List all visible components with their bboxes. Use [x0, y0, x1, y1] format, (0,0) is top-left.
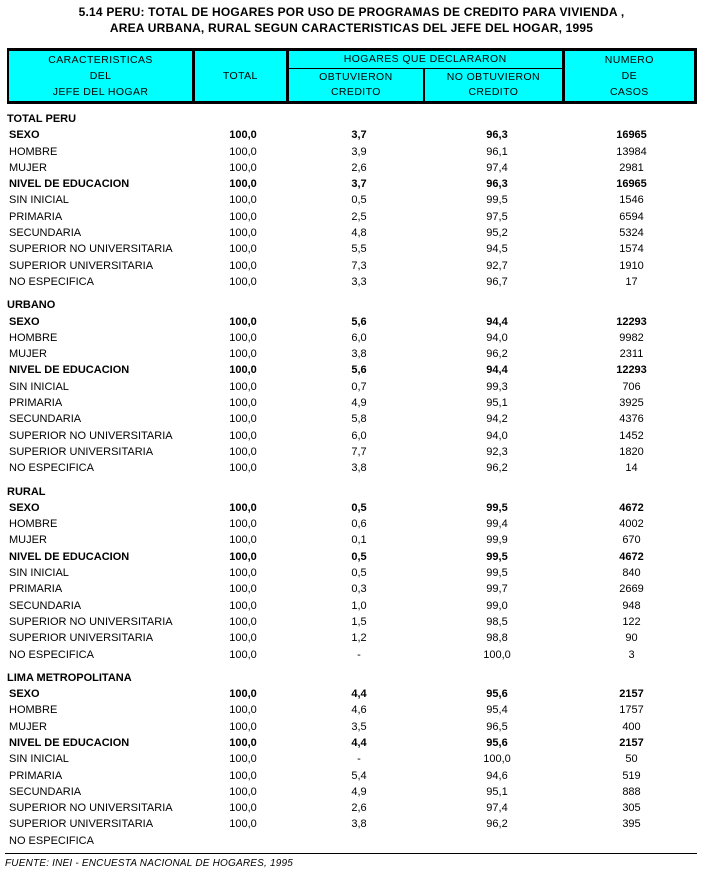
header-not-obtained-line1: NO OBTUVIERON — [446, 71, 541, 83]
header-total-label: TOTAL — [222, 70, 258, 82]
cell-obtained-credit: 5,4 — [351, 769, 367, 782]
cell-total: 100,0 — [229, 380, 257, 393]
cell-number-of-cases: 840 — [622, 567, 641, 580]
row-label: PRIMARIA — [9, 397, 63, 410]
cell-total: 100,0 — [229, 348, 257, 361]
cell-total: 100,0 — [229, 648, 257, 661]
row-label: SIN INICIAL — [9, 194, 69, 207]
row-label: NIVEL DE EDUCACION — [9, 178, 130, 191]
cell-number-of-cases: 948 — [622, 599, 641, 612]
cell-number-of-cases: 4672 — [619, 550, 644, 563]
cell-not-obtained-credit: 100,0 — [483, 753, 511, 766]
table-row-urbano-primaria — [7, 395, 697, 411]
cell-number-of-cases: 706 — [622, 380, 641, 393]
row-label: SEXO — [9, 501, 40, 514]
row-label: NIVEL DE EDUCACION — [9, 736, 130, 749]
header-characteristics-line1: CARACTERISTICAS — [48, 54, 153, 66]
cell-number-of-cases: 4376 — [619, 413, 644, 426]
cell-not-obtained-credit: 99,5 — [486, 567, 508, 580]
cell-obtained-credit: 3,7 — [351, 129, 367, 142]
cell-obtained-credit: 1,2 — [351, 632, 367, 645]
cell-number-of-cases: 395 — [622, 818, 641, 831]
cell-obtained-credit — [290, 833, 428, 849]
cell-total: 100,0 — [229, 632, 257, 645]
cell-number-of-cases: 16965 — [616, 178, 647, 191]
table-row-total-peru-no-especifica — [7, 274, 697, 290]
cell-total — [196, 833, 290, 849]
cell-not-obtained-credit — [428, 833, 566, 849]
table-row-lima-metropolitana-sin-inicial — [7, 751, 697, 767]
cell-not-obtained-credit: 99,7 — [486, 583, 508, 596]
cell-number-of-cases: 1820 — [619, 445, 644, 458]
cell-total: 100,0 — [229, 599, 257, 612]
cell-obtained-credit: 3,8 — [351, 462, 367, 475]
cell-total: 100,0 — [229, 145, 257, 158]
section-title-total-peru: TOTAL PERU — [7, 113, 77, 125]
cell-number-of-cases: 1757 — [619, 704, 644, 717]
cell-obtained-credit: 4,6 — [351, 704, 367, 717]
cell-obtained-credit: 1,5 — [351, 615, 367, 628]
cell-not-obtained-credit: 95,6 — [486, 688, 508, 701]
cell-obtained-credit: 1,0 — [351, 599, 367, 612]
cell-obtained-credit: 5,6 — [351, 364, 367, 377]
table-row-lima-metropolitana-mujer — [7, 719, 697, 735]
row-label: SUPERIOR UNIVERSITARIA — [9, 445, 154, 458]
cell-obtained-credit: - — [357, 753, 361, 766]
cell-number-of-cases: 1452 — [619, 429, 644, 442]
footer-divider — [5, 853, 697, 854]
cell-obtained-credit: 0,5 — [351, 550, 367, 563]
section-title-rural: RURAL — [7, 485, 46, 498]
cell-number-of-cases: 6594 — [619, 210, 644, 223]
table-row-rural-sexo — [7, 500, 697, 516]
header-obtained-line2: CREDITO — [330, 86, 381, 98]
header-characteristics-line2: DEL — [89, 70, 112, 82]
cell-number-of-cases: 519 — [622, 769, 641, 782]
cell-not-obtained-credit: 96,2 — [486, 348, 508, 361]
row-label: PRIMARIA — [9, 210, 63, 223]
section-title-urbano: URBANO — [7, 299, 56, 312]
cell-not-obtained-credit: 99,5 — [486, 550, 508, 563]
section-title-lima-metropolitana: LIMA METROPOLITANA — [7, 671, 132, 684]
cell-not-obtained-credit: 99,3 — [486, 380, 508, 393]
table-row-lima-metropolitana-sexo — [7, 686, 697, 702]
cell-not-obtained-credit: 95,2 — [486, 227, 508, 240]
cell-number-of-cases: 5324 — [619, 227, 644, 240]
cell-total: 100,0 — [229, 210, 257, 223]
row-label: NIVEL DE EDUCACION — [9, 364, 130, 377]
cell-total: 100,0 — [229, 818, 257, 831]
cell-not-obtained-credit: 99,4 — [486, 518, 508, 531]
cell-total: 100,0 — [229, 129, 257, 142]
cell-number-of-cases: 2981 — [619, 161, 644, 174]
cell-not-obtained-credit: 94,5 — [486, 243, 508, 256]
row-label: HOMBRE — [9, 704, 58, 717]
cell-number-of-cases: 3 — [628, 648, 635, 661]
cell-obtained-credit: 2,6 — [351, 161, 367, 174]
cell-total: 100,0 — [229, 785, 257, 798]
header-declared-group — [289, 51, 565, 101]
cell-total: 100,0 — [229, 534, 257, 547]
cell-not-obtained-credit: 97,4 — [486, 161, 508, 174]
cell-total: 100,0 — [229, 397, 257, 410]
header-cases-line1: NUMERO — [604, 54, 654, 66]
section-urbano — [7, 297, 697, 476]
table-row-lima-metropolitana-nivel-de-educacion — [7, 735, 697, 751]
cell-total: 100,0 — [229, 178, 257, 191]
cell-total: 100,0 — [229, 802, 257, 815]
cell-not-obtained-credit: 96,2 — [486, 818, 508, 831]
row-label: PRIMARIA — [9, 583, 63, 596]
row-label: HOMBRE — [9, 331, 58, 344]
table-row-lima-metropolitana-secundaria — [7, 784, 697, 800]
cell-number-of-cases: 4672 — [619, 501, 644, 514]
cell-total: 100,0 — [229, 364, 257, 377]
cell-obtained-credit: 4,4 — [351, 688, 367, 701]
cell-total: 100,0 — [229, 567, 257, 580]
cell-number-of-cases: 90 — [625, 632, 638, 645]
cell-not-obtained-credit: 95,1 — [486, 397, 508, 410]
cell-number-of-cases: 12293 — [616, 364, 647, 377]
row-label: SECUNDARIA — [9, 227, 82, 240]
table-row-rural-sin-inicial — [7, 565, 697, 581]
row-label: NO ESPECIFICA — [9, 648, 94, 661]
table-row-total-peru-secundaria — [7, 225, 697, 241]
cell-total: 100,0 — [229, 583, 257, 596]
table-header — [7, 48, 697, 104]
cell-obtained-credit: 2,5 — [351, 210, 367, 223]
table-row-urbano-nivel-de-educacion — [7, 362, 697, 378]
cell-number-of-cases: 1910 — [619, 259, 644, 272]
cell-not-obtained-credit: 96,2 — [486, 462, 508, 475]
cell-number-of-cases: 305 — [622, 802, 641, 815]
row-label: SIN INICIAL — [9, 567, 69, 580]
cell-total: 100,0 — [229, 445, 257, 458]
cell-number-of-cases: 2311 — [619, 348, 644, 361]
header-obtained-credit — [289, 69, 426, 101]
cell-number-of-cases: 2669 — [619, 583, 644, 596]
row-label: HOMBRE — [9, 518, 58, 531]
cell-obtained-credit: 0,5 — [351, 501, 367, 514]
row-label: SIN INICIAL — [9, 753, 69, 766]
header-not-obtained-credit — [425, 69, 561, 101]
footer-source: FUENTE: INEI - ENCUESTA NACIONAL DE HOGARES, 1995 — [5, 858, 294, 869]
cell-not-obtained-credit: 94,2 — [486, 413, 508, 426]
cell-obtained-credit: 0,3 — [351, 583, 367, 596]
cell-obtained-credit: 3,5 — [351, 720, 367, 733]
row-label: SUPERIOR NO UNIVERSITARIA — [9, 802, 173, 815]
cell-obtained-credit: 3,8 — [351, 818, 367, 831]
table-row-urbano-secundaria — [7, 411, 697, 427]
cell-obtained-credit: 3,9 — [351, 145, 367, 158]
table-row-total-peru-sin-inicial — [7, 192, 697, 208]
header-total — [195, 51, 289, 101]
cell-obtained-credit: 3,7 — [351, 178, 367, 191]
table-row-urbano-mujer — [7, 346, 697, 362]
cell-not-obtained-credit: 98,8 — [486, 632, 508, 645]
row-label: NO ESPECIFICA — [9, 462, 94, 475]
cell-total: 100,0 — [229, 769, 257, 782]
cell-number-of-cases: 14 — [625, 462, 638, 475]
cell-number-of-cases — [566, 833, 697, 849]
header-cases-line2: DE — [621, 70, 638, 82]
cell-obtained-credit: 0,6 — [351, 518, 367, 531]
table-row-rural-secundaria — [7, 598, 697, 614]
page-title — [0, 4, 703, 36]
cell-total: 100,0 — [229, 704, 257, 717]
cell-not-obtained-credit: 96,3 — [486, 178, 508, 191]
section-total-peru — [7, 111, 697, 290]
table-row-total-peru-hombre — [7, 144, 697, 160]
table-row-rural-superior-no-universitaria — [7, 614, 697, 630]
cell-number-of-cases: 670 — [622, 534, 641, 547]
header-not-obtained-line2: CREDITO — [468, 86, 519, 98]
section-lima-metropolitana — [7, 670, 697, 849]
cell-number-of-cases: 50 — [625, 753, 638, 766]
cell-number-of-cases: 13984 — [616, 145, 647, 158]
cell-number-of-cases: 2157 — [619, 736, 644, 749]
cell-number-of-cases: 9982 — [619, 331, 644, 344]
cell-total: 100,0 — [229, 550, 257, 563]
row-label: SUPERIOR NO UNIVERSITARIA — [9, 429, 173, 442]
cell-not-obtained-credit: 92,7 — [486, 259, 508, 272]
table-row-rural-nivel-de-educacion — [7, 549, 697, 565]
row-label: NO ESPECIFICA — [9, 275, 94, 288]
table-row-total-peru-nivel-de-educacion — [7, 176, 697, 192]
row-label: SECUNDARIA — [9, 413, 82, 426]
header-characteristics — [9, 51, 195, 101]
cell-total: 100,0 — [229, 429, 257, 442]
cell-not-obtained-credit: 97,5 — [486, 210, 508, 223]
row-label: SUPERIOR UNIVERSITARIA — [9, 818, 154, 831]
cell-not-obtained-credit: 94,0 — [486, 331, 508, 344]
cell-not-obtained-credit: 100,0 — [483, 648, 511, 661]
cell-obtained-credit: 0,5 — [351, 567, 367, 580]
cell-total: 100,0 — [229, 194, 257, 207]
page-title-line2: AREA URBANA, RURAL SEGUN CARACTERISTICAS DEL JEFE DEL HOGAR, 1995 — [109, 21, 594, 35]
cell-number-of-cases: 3925 — [619, 397, 644, 410]
cell-obtained-credit: 7,7 — [351, 445, 367, 458]
cell-total: 100,0 — [229, 315, 257, 328]
row-label: MUJER — [9, 534, 47, 547]
cell-total: 100,0 — [229, 501, 257, 514]
cell-not-obtained-credit: 95,6 — [486, 736, 508, 749]
table-row-rural-no-especifica — [7, 647, 697, 663]
row-label: SUPERIOR NO UNIVERSITARIA — [9, 615, 173, 628]
row-label: NO ESPECIFICA — [9, 834, 94, 847]
row-label: SEXO — [9, 315, 40, 328]
cell-total: 100,0 — [229, 753, 257, 766]
cell-total: 100,0 — [229, 413, 257, 426]
header-declared-group-label: HOGARES QUE DECLARARON — [289, 51, 562, 69]
cell-not-obtained-credit: 96,1 — [486, 145, 508, 158]
table-row-urbano-no-especifica — [7, 460, 697, 476]
table-row-rural-primaria — [7, 581, 697, 597]
cell-obtained-credit: - — [357, 648, 361, 661]
table-row-lima-metropolitana-hombre — [7, 702, 697, 718]
table-row-lima-metropolitana-no-especifica — [7, 833, 697, 849]
row-label: SUPERIOR NO UNIVERSITARIA — [9, 243, 173, 256]
header-cases-line3: CASOS — [609, 86, 649, 98]
table-row-total-peru-mujer — [7, 160, 697, 176]
table-row-urbano-superior-no-universitaria — [7, 428, 697, 444]
cell-number-of-cases: 1574 — [619, 243, 644, 256]
cell-obtained-credit: 6,0 — [351, 331, 367, 344]
table-row-urbano-sin-inicial — [7, 379, 697, 395]
cell-obtained-credit: 3,8 — [351, 348, 367, 361]
cell-not-obtained-credit: 99,9 — [486, 534, 508, 547]
cell-total: 100,0 — [229, 688, 257, 701]
cell-total: 100,0 — [229, 720, 257, 733]
cell-total: 100,0 — [229, 615, 257, 628]
cell-total: 100,0 — [229, 243, 257, 256]
table-row-total-peru-primaria — [7, 209, 697, 225]
cell-number-of-cases: 4002 — [619, 518, 644, 531]
cell-not-obtained-credit: 97,4 — [486, 802, 508, 815]
cell-not-obtained-credit: 94,0 — [486, 429, 508, 442]
header-characteristics-line3: JEFE DEL HOGAR — [52, 86, 149, 98]
cell-total: 100,0 — [229, 331, 257, 344]
cell-obtained-credit: 3,3 — [351, 275, 367, 288]
cell-total: 100,0 — [229, 161, 257, 174]
cell-not-obtained-credit: 99,5 — [486, 501, 508, 514]
cell-obtained-credit: 0,7 — [351, 380, 367, 393]
cell-obtained-credit: 5,6 — [351, 315, 367, 328]
cell-total: 100,0 — [229, 736, 257, 749]
row-label: MUJER — [9, 720, 47, 733]
table-row-total-peru-sexo — [7, 127, 697, 143]
cell-total: 100,0 — [229, 227, 257, 240]
cell-not-obtained-credit: 94,4 — [486, 364, 508, 377]
cell-obtained-credit: 4,9 — [351, 785, 367, 798]
row-label: SUPERIOR UNIVERSITARIA — [9, 632, 154, 645]
cell-number-of-cases: 2157 — [619, 688, 644, 701]
cell-not-obtained-credit: 92,3 — [486, 445, 508, 458]
cell-not-obtained-credit: 99,5 — [486, 194, 508, 207]
cell-not-obtained-credit: 99,0 — [486, 599, 508, 612]
cell-not-obtained-credit: 96,7 — [486, 275, 508, 288]
table-row-lima-metropolitana-superior-no-universitaria — [7, 800, 697, 816]
cell-number-of-cases: 400 — [622, 720, 641, 733]
cell-obtained-credit: 4,9 — [351, 397, 367, 410]
cell-number-of-cases: 1546 — [619, 194, 644, 207]
cell-number-of-cases: 16965 — [616, 129, 647, 142]
table-row-total-peru-superior-no-universitaria — [7, 241, 697, 257]
table-row-rural-mujer — [7, 532, 697, 548]
cell-obtained-credit: 2,6 — [351, 802, 367, 815]
cell-number-of-cases: 122 — [622, 615, 641, 628]
cell-total: 100,0 — [229, 518, 257, 531]
table-row-urbano-superior-universitaria — [7, 444, 697, 460]
cell-obtained-credit: 6,0 — [351, 429, 367, 442]
row-label: SEXO — [9, 688, 40, 701]
cell-obtained-credit: 7,3 — [351, 259, 367, 272]
cell-not-obtained-credit: 98,5 — [486, 615, 508, 628]
cell-number-of-cases: 888 — [622, 785, 641, 798]
row-label: SECUNDARIA — [9, 785, 82, 798]
row-label: MUJER — [9, 161, 47, 174]
cell-not-obtained-credit: 96,5 — [486, 720, 508, 733]
cell-not-obtained-credit: 95,1 — [486, 785, 508, 798]
table-row-total-peru-superior-universitaria — [7, 258, 697, 274]
cell-obtained-credit: 5,8 — [351, 413, 367, 426]
row-label: SUPERIOR UNIVERSITARIA — [9, 259, 154, 272]
cell-not-obtained-credit: 94,6 — [486, 769, 508, 782]
row-label: NIVEL DE EDUCACION — [9, 550, 130, 563]
cell-obtained-credit: 0,5 — [351, 194, 367, 207]
row-label: SEXO — [9, 129, 40, 142]
cell-not-obtained-credit: 96,3 — [486, 129, 508, 142]
row-label: MUJER — [9, 348, 47, 361]
cell-obtained-credit: 4,4 — [351, 736, 367, 749]
table-row-rural-superior-universitaria — [7, 630, 697, 646]
cell-number-of-cases: 12293 — [616, 315, 647, 328]
table-row-lima-metropolitana-primaria — [7, 768, 697, 784]
cell-not-obtained-credit: 95,4 — [486, 704, 508, 717]
page-title-line1: 5.14 PERU: TOTAL DE HOGARES POR USO DE PROGRAMAS DE CREDITO PARA VIVIENDA , — [78, 5, 625, 19]
cell-not-obtained-credit: 94,4 — [486, 315, 508, 328]
header-obtained-line1: OBTUVIERON — [319, 71, 393, 83]
header-number-of-cases — [565, 51, 694, 101]
table-row-rural-hombre — [7, 516, 697, 532]
cell-obtained-credit: 4,8 — [351, 227, 367, 240]
table-row-urbano-sexo — [7, 314, 697, 330]
cell-total: 100,0 — [229, 275, 257, 288]
table-row-urbano-hombre — [7, 330, 697, 346]
cell-obtained-credit: 0,1 — [351, 534, 367, 547]
cell-total: 100,0 — [229, 259, 257, 272]
cell-number-of-cases: 17 — [625, 275, 638, 288]
section-rural — [7, 484, 697, 663]
table-row-lima-metropolitana-superior-universitaria — [7, 816, 697, 832]
row-label: HOMBRE — [9, 145, 58, 158]
row-label: PRIMARIA — [9, 769, 63, 782]
cell-total: 100,0 — [229, 462, 257, 475]
table-body — [7, 106, 697, 849]
row-label: SECUNDARIA — [9, 599, 82, 612]
row-label: SIN INICIAL — [9, 380, 69, 393]
cell-obtained-credit: 5,5 — [351, 243, 367, 256]
